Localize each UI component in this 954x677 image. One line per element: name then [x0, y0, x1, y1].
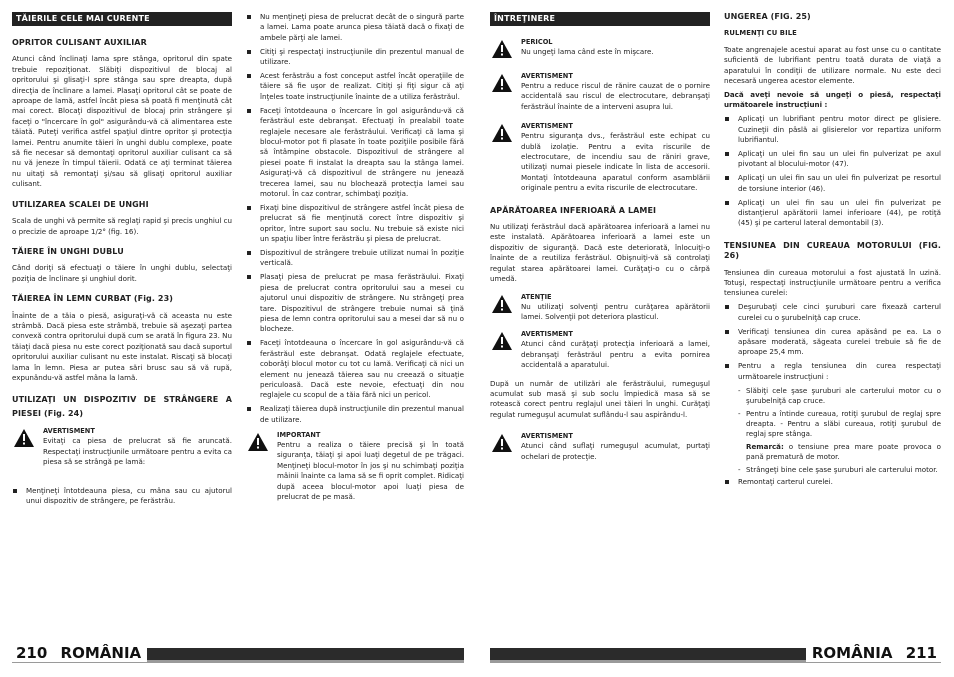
paragraph-aparatoare: Nu utilizaţi ferăstrăul dacă apărătoarea inferioară a lamei nu este instalată. Apărătoarea inferioară a lamei este un dispozitiv de siguranţă. Dacă este deteriorată, înlocuiţi-o înainte de a reutiliza ferăstrăul. Obişnuiţi-vă să controlaţi regulat starea apărătoarei lamei. Curăţaţi-o cu o cârpă umedă.: [490, 222, 710, 284]
danger-body: Nu ungeţi lama când este în mişcare.: [521, 47, 654, 56]
left-column-2: [246, 12, 464, 510]
danger-block: [490, 38, 710, 64]
paragraph-curbat: Înainte de a tăia o piesă, asiguraţi-vă că aceasta nu este strâmbă. Dacă piesa este strâmbă, trebuie să aşezaţi partea convexă contra opritorului după cum se arată în figura 23. Nu tăiaţi dacă piesa nu este corect poziţionată sau dacă suportul opritorului auxiliar culisant nu este instalat. Riscaţi să blocaţi lama în lemn. Piesa ar putea sări brusc sau să vă rupă, expunându-vă astfel mâna la lamă.: [12, 310, 232, 382]
bullet-list: [12, 486, 232, 507]
right-page: [477, 0, 954, 677]
heading-tensiunea: TENSIUNEA DIN CUREAUA MOTORULUI (FIG. 26): [724, 240, 941, 261]
paragraph-daca: Dacă aveţi nevoie să ungeţi o piesă, respectaţi următoarele instrucţiuni :: [724, 89, 941, 110]
warning-block: [490, 432, 710, 462]
page-number: 211: [905, 644, 937, 662]
heading-scala: UTILIZAREA SCALEI DE UNGHI: [12, 199, 149, 209]
list-item: Realizaţi tăierea după instrucţiunile din prezentul manual de utilizare.: [246, 404, 464, 425]
warning-body: Atunci când suflaţi rumeguşul acumulat, purtaţi ochelari de protecţie.: [521, 441, 710, 461]
left-column-1: [12, 12, 232, 510]
dash-item: - Pentru a întinde cureaua, rotiţi şurubul de reglaj spre dreapta. - Pentru a slăbi cureaua, rotiţi şurubul de reglaj spre stânga.: [738, 409, 941, 440]
footer-language: ROMÂNIA: [60, 644, 142, 662]
right-column-1: [490, 12, 710, 470]
list-item: Citiţi şi respectaţi instrucţiunile din prezentul manual de utilizare.: [246, 47, 464, 68]
dash-list: [738, 465, 941, 475]
list-item: Pentru a regla tensiunea din curea respectaţi următoarele instrucţiuni :: [724, 361, 941, 382]
footer-label: [806, 644, 941, 662]
important-title: IMPORTANT: [277, 431, 321, 440]
list-item: Aplicaţi un lubrifiant pentru motor direct pe glisiere. Cuzineţii din pâslă ai glisierelor vor repartiza uniform lubrifiantul.: [724, 114, 941, 145]
warning-icon: [492, 434, 512, 452]
list-item: Fixaţi bine dispozitivul de strângere astfel încât piesa de prelucrat să fie menţinută corect între dispozitiv şi opritor, între suport sau soclu. Nu trebuie să existe nici un spaţiu liber între ferăstrău şi piesa de prelucrat.: [246, 203, 464, 245]
list-item: Faceţi întotdeauna o încercare în gol asigurându-vă că ferăstrăul este debranşat. Odată reglajele efectuate, coborâţi blocul motor cu tot cu lamă. Verificaţi că nici un element nu jenează tăierea sau nu creează o situaţie periculoasă. Dacă este nevoie, efectuaţi din nou reglajele cu scopul de a tăia fără nici un pericol.: [246, 338, 464, 400]
caution-block: [490, 293, 710, 323]
warning-icon: [492, 124, 512, 142]
right-column-2: [724, 12, 941, 491]
paragraph-dublu: Când doriţi să efectuaţi o tăiere în unghi dublu, selectaţi poziţia de înclinare şi unghiul dorit.: [12, 263, 232, 283]
warning-title: AVERTISMENT: [521, 122, 573, 131]
list-item: Acest ferăstrău a fost conceput astfel încât operaţiile de tăiere să fie uşor de realizat. Citiţi şi fiţi sigur că aţi înţeles toate instrucţiunile înainte de a utiliza ferăstrăul.: [246, 71, 464, 102]
bullet-list: [724, 114, 941, 229]
warning-icon: [492, 295, 512, 313]
warning-body: Evitaţi ca piesa de prelucrat să fie aruncată. Respectaţi instrucţiunile următoare pentru a evita ca piesa să se strângă pe lamă:: [43, 436, 232, 467]
caution-body: Nu utilizaţi solvenţi pentru curăţarea apărătorii lamei. Solvenţii pot deteriora plasticul.: [521, 301, 710, 321]
important-block: [246, 431, 464, 502]
list-item: Verificaţi tensiunea din curea apăsând pe ea. La o apăsare moderată, săgeata curelei trebuie să fie de aproape 25,4 mm.: [724, 327, 941, 358]
caution-title: ATENŢIE: [521, 292, 552, 301]
paragraph-tensiunea: Tensiunea din cureaua motorului a fost ajustată în uzină. Totuşi, respectaţi instrucţiunile următoare pentru a verifica tensiunea curelei:: [724, 267, 941, 298]
warning-block: [490, 330, 710, 370]
heading-oprator: OPRITOR CULISANT AUXILIAR: [12, 38, 147, 47]
warning-block: [12, 427, 232, 467]
list-item: Remontaţi carterul curelei.: [724, 477, 941, 487]
important-body: Pentru a realiza o tăiere precisă şi în toată siguranţa, tăiaţi şi apoi luaţi degetul de pe trăgaci. Menţineţi blocul-motor în jos şi nu schimbaţi poziţia mâinii înainte ca lama să se fi oprit complet. Ridicaţi după aceea blocul-motor apoi luaţi piesa de prelucrat de pe masă.: [277, 440, 464, 502]
warning-icon: [14, 429, 34, 447]
list-item: Faceţi întotdeauna o încercare în gol asigurându-vă că ferăstrăul este debranşat. Efectuaţi în prealabil toate reglajele necesare ale ferăstrăului. Verificaţi că lama şi blocul-motor pot fi plasate în toate poziţiile posibile fără să întâmpine obstacole. Dispozitivul de strângere al piesei poate fi instalat la dreapta sau la stânga lamei. Asiguraţi-vă că dispozitivul de strângere nu jenează trecerea lamei, sau nu blochează protecţia lamei sau motorul. În caz contrar, schimbaţi poziţia.: [246, 106, 464, 200]
footer-language: ROMÂNIA: [811, 644, 893, 662]
danger-title: PERICOL: [521, 38, 553, 46]
paragraph-ungerea: Toate angrenajele acestui aparat au fost unse cu o cantitate suficientă de lubrifiant pentru toată durata de viaţă a aparatului în condiţii de utilizare normale. Nu este deci necesară ungerea acestor elemente.: [724, 44, 941, 86]
heading-rulmenti: RULMENŢI CU BILE: [724, 29, 797, 38]
paragraph-rumegus: După un număr de utilizări ale ferăstrăului, rumeguşul acumulat sub masă şi sub soclu împiedică masa să se rotească corect pentru reglajul unei tăieri în unghi. Curăţaţi regulat rumeguşul acumulat suflându-l sau aspirându-l.: [490, 378, 710, 419]
warning-title: AVERTISMENT: [521, 72, 573, 80]
heading-aparatoare: APĂRĂTOAREA INFERIOARĂ A LAMEI: [490, 205, 657, 215]
paragraph-scala: Scala de unghi vă permite să reglaţi rapid şi precis unghiul cu o precizie de aproape 1/2° (fig. 16).: [12, 216, 232, 236]
warning-title: AVERTISMENT: [521, 432, 573, 441]
bullet-list: [724, 302, 941, 382]
footer-label: [12, 644, 147, 662]
remark-label: Remarcă:: [746, 441, 784, 451]
warning-icon: [492, 74, 512, 92]
warning-icon: [492, 40, 512, 58]
section-title: ÎNTREŢINERE: [490, 12, 710, 26]
warning-icon: [248, 433, 268, 451]
list-item: Deşurubaţi cele cinci şuruburi care fixează carterul curelei cu o şurubelniţă cap cruce.: [724, 302, 941, 323]
warning-body: Pentru siguranţa dvs., ferăstrăul este echipat cu dublă izolaţie. Pentru a evita riscurile de electrocutare, de incendiu sau de răniri grave, utilizaţi numai piesele indicate în lista de accesorii. Montaţi întotdeauna aparatul conform asamblării originale pentru a evita riscurile de electrocutare.: [521, 131, 710, 193]
dash-item: - Slăbiţi cele şase şuruburi ale carterului motor cu o şurubelniţă cap cruce.: [738, 386, 941, 407]
list-item: Dispozitivul de strângere trebuie utilizat numai în poziţie verticală.: [246, 248, 464, 269]
warning-block: [490, 122, 710, 193]
section-title: TĂIERILE CELE MAI CURENTE: [12, 12, 232, 26]
warning-body: Pentru a reduce riscul de rănire cauzat de o pornire accidentală sau riscul de electrocutare, debranşaţi ferăstrăul înainte de a interveni asupra lui.: [521, 81, 710, 111]
list-item: Aplicaţi un ulei fin sau un ulei fin pulverizat pe resortul de torsiune interior (46).: [724, 173, 941, 194]
warning-body: Atunci când curăţaţi protecţia inferioară a lamei, debranşaţi ferăstrăul pentru a evita pornirea accidentală a aparatului.: [521, 339, 710, 370]
paragraph-oprator: Atunci când înclinaţi lama spre stânga, opritorul din spate trebuie repoziţionat. Slăbiţi dispozitivul de blocaj al opritorului şi glisaţi-l spre stânga sau spre dreapta, după direcţia de înclinare a lamei. Plasaţi opritorul cât se poate de aproape de lamă, astfel încât piesa să poată fi menţinută cât mai corect. Blocaţi dispozitivul de blocaj prin strângere şi faceţi o "încercare în gol" asigurându-vă că alimentarea este tăiată. Puteţi verifica astfel spaţiul dintre opritor şi protecţia lamei. Pentru anumite tăieri în unghi dublu complexe, poate să fie necesar să demontaţi opritorul auxiliar culisant ca să nu vă jeneze în timpul tăierii. Odată ce aţi terminat tăierea nu uitaţi să remontaţi şi/sau să glisaţi opritorul auxiliar culisant.: [12, 54, 232, 189]
warning-title: AVERTISMENT: [43, 427, 95, 436]
heading-dublu: TĂIERE ÎN UNGHI DUBLU: [12, 246, 124, 256]
bullet-list: [246, 12, 464, 425]
remark: [738, 442, 941, 463]
list-item: Aplicaţi un ulei fin sau un ulei fin pulverizat pe distanţierul apărătorii lamei inferioare (44), pe rotiţă (45) şi pe carterul lateral demontabil (3).: [724, 198, 941, 229]
warning-icon: [492, 332, 512, 350]
remark-text: o tensiune prea mare poate provoca o pană prematură de motor.: [746, 441, 941, 462]
list-item: Menţineţi întotdeauna piesa, cu mâna sau cu ajutorul unui dispozitiv de strângere, pe ferăstrău.: [12, 486, 232, 507]
heading-strangere: UTILIZAŢI UN DISPOZITIV DE STRÂNGERE A PIESEI (Fig. 24): [12, 395, 232, 419]
warning-title: AVERTISMENT: [521, 330, 573, 339]
list-item: Aplicaţi un ulei fin sau un ulei fin pulverizat pe axul pivotant al blocului-motor (47).: [724, 149, 941, 170]
heading-curbat: TĂIEREA ÎN LEMN CURBAT (Fig. 23): [12, 294, 173, 304]
bullet-list: [724, 477, 941, 487]
page-number: 210: [16, 644, 48, 662]
dash-item: - Strângeţi bine cele şase şuruburi ale carterului motor.: [738, 465, 941, 475]
list-item: Nu menţineţi piesa de prelucrat decât de o singură parte a lamei. Lama poate arunca piesa tăiată dacă o fixaţi de ambele părţi ale lamei.: [246, 12, 464, 43]
sub-instructions: [724, 386, 941, 475]
list-item: Plasaţi piesa de prelucrat pe masa ferăstrăului. Fixaţi piesa de prelucrat contra opritorului sau a mesei cu ajutorul unui dispozitiv de strângere. Nu strângeţi prea tare. Dispozitivul de strângere trebuie numai să ţină piesa de lemn contra opritorului sau a mesei dar să nu o blocheze.: [246, 272, 464, 334]
dash-list: [738, 386, 941, 440]
heading-ungerea: UNGEREA (FIG. 25): [724, 12, 811, 21]
warning-block: [490, 72, 710, 112]
